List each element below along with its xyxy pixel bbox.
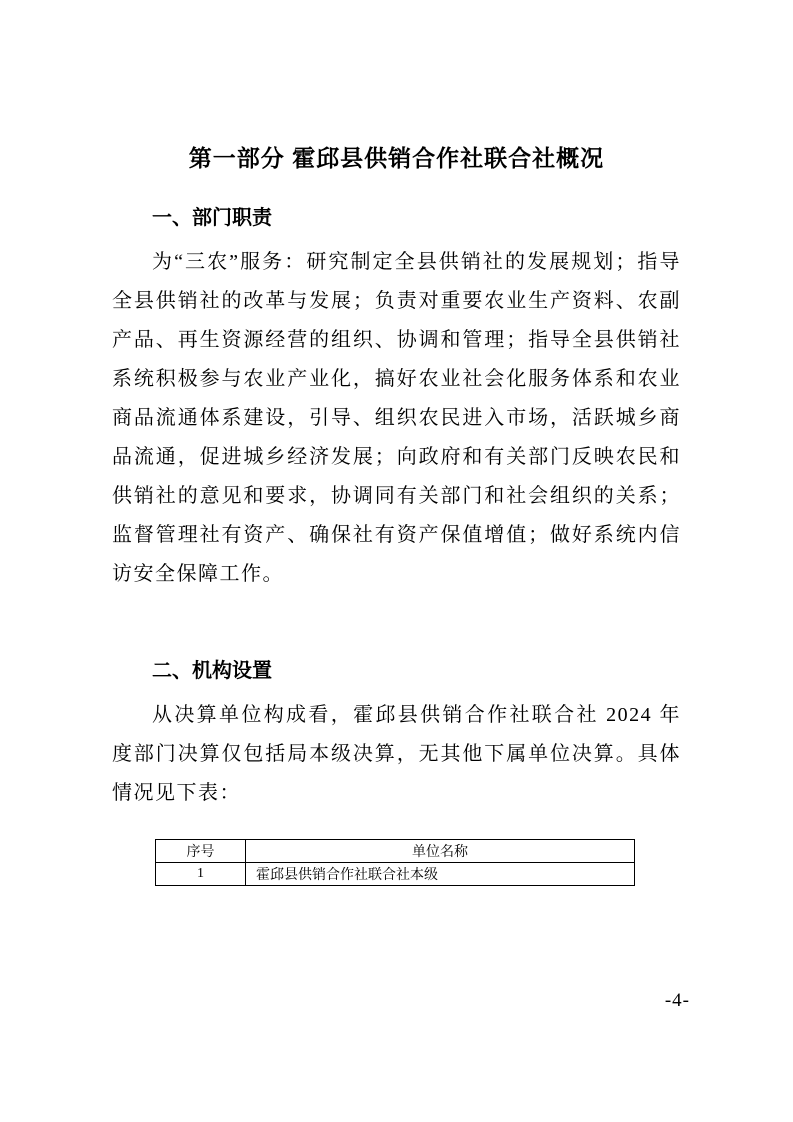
units-table-container xyxy=(155,839,635,886)
table-header-row xyxy=(156,840,635,863)
table-cell-seq: 1 xyxy=(156,863,246,886)
page-number: -4- xyxy=(664,990,690,1011)
section1-heading: 一、部门职责 xyxy=(152,207,272,229)
spacer xyxy=(112,594,681,652)
table-cell-unit-name: 霍邱县供销合作社联合社本级 xyxy=(246,863,635,886)
table-header-seq: 序号 xyxy=(156,840,246,863)
section2-heading: 二、机构设置 xyxy=(152,660,272,682)
table-header-unit-name: 单位名称 xyxy=(246,840,635,863)
units-table xyxy=(155,839,635,886)
table-row xyxy=(156,863,635,886)
section2-body: 从决算单位构成看，霍邱县供销合作社联合社 2024 年度部门决算仅包括局本级决算，无其他下属单位决算。具体情况见下表： xyxy=(112,704,681,804)
document-title: 第一部分 霍邱县供销合作社联合社概况 xyxy=(188,145,605,171)
section1-body: 为“三农”服务：研究制定全县供销社的发展规划；指导全县供销社的改革与发展；负责对重要农业生产资料、农副产品、再生资源经营的组织、协调和管理；指导全县供销社系统积极参与农业产业化，搞好农业社会化服务体系和农业商品流通体系建设，引导、组织农民进入市场，活跃城乡商品流通，促进城乡经济发展；向政府和有关部门反映农民和供销社的意见和要求，协调同有关部门和社会组织的关系；监督管理社有资产、确保社有资产保值增值；做好系统内信访安全保障工作。 xyxy=(112,251,681,585)
